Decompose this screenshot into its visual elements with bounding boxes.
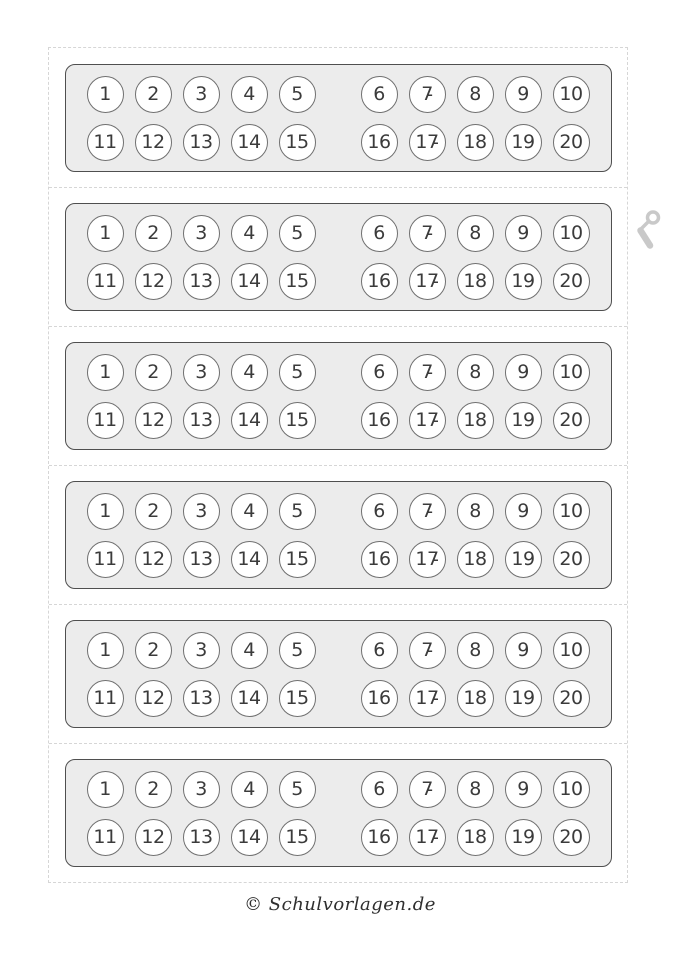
- number-circle: [231, 402, 268, 439]
- number-group: [87, 354, 316, 391]
- number-label: 7̵: [421, 82, 433, 105]
- number-label: 18: [463, 269, 487, 292]
- number-circle: [409, 402, 446, 439]
- number-circle: [135, 124, 172, 161]
- number-label: 10: [559, 360, 583, 383]
- number-group: [361, 819, 590, 856]
- number-circle: [457, 771, 494, 808]
- number-group: [87, 402, 316, 439]
- number-strip: [65, 64, 612, 172]
- number-circle: [457, 354, 494, 391]
- number-group: [87, 680, 316, 717]
- number-label: 10: [559, 777, 583, 800]
- number-label: 11: [93, 408, 117, 431]
- number-label: 14: [237, 130, 261, 153]
- number-label: 17̵: [415, 408, 439, 431]
- number-circle: [553, 541, 590, 578]
- number-circle: [231, 354, 268, 391]
- number-label: 16: [367, 269, 391, 292]
- number-circle: [553, 632, 590, 669]
- number-label: 20: [559, 130, 583, 153]
- number-row: [87, 632, 590, 669]
- number-circle: [87, 215, 124, 252]
- number-circle: [87, 632, 124, 669]
- number-label: 7̵: [421, 777, 433, 800]
- number-label: 20: [559, 686, 583, 709]
- number-circle: [553, 263, 590, 300]
- number-label: 3: [195, 82, 207, 105]
- number-group: [361, 215, 590, 252]
- number-group: [87, 124, 316, 161]
- number-label: 2: [147, 499, 159, 522]
- number-circle: [505, 771, 542, 808]
- number-circle: [279, 493, 316, 530]
- number-group: [87, 819, 316, 856]
- number-group: [87, 493, 316, 530]
- number-label: 19: [511, 130, 535, 153]
- number-circle: [457, 819, 494, 856]
- number-label: 13: [189, 686, 213, 709]
- number-label: 11: [93, 547, 117, 570]
- number-circle: [231, 263, 268, 300]
- number-label: 16: [367, 547, 391, 570]
- scissors-icon: [634, 204, 664, 252]
- number-label: 8: [469, 499, 481, 522]
- number-label: 18: [463, 686, 487, 709]
- number-label: 6: [373, 82, 385, 105]
- number-label: 18: [463, 825, 487, 848]
- number-label: 5: [291, 638, 303, 661]
- number-circle: [279, 771, 316, 808]
- number-row: [87, 402, 590, 439]
- number-label: 4: [243, 82, 255, 105]
- number-circle: [135, 632, 172, 669]
- number-group: [361, 263, 590, 300]
- number-label: 18: [463, 408, 487, 431]
- number-circle: [361, 771, 398, 808]
- number-label: 13: [189, 547, 213, 570]
- number-circle: [409, 124, 446, 161]
- number-group: [361, 76, 590, 113]
- number-group: [361, 493, 590, 530]
- number-circle: [457, 541, 494, 578]
- number-circle: [87, 76, 124, 113]
- number-circle: [183, 632, 220, 669]
- number-label: 4: [243, 221, 255, 244]
- number-circle: [409, 632, 446, 669]
- number-circle: [279, 215, 316, 252]
- number-label: 16: [367, 408, 391, 431]
- number-circle: [553, 819, 590, 856]
- number-circle: [361, 402, 398, 439]
- number-label: 15: [285, 686, 309, 709]
- number-row: [87, 819, 590, 856]
- number-label: 5: [291, 82, 303, 105]
- number-label: 2: [147, 638, 159, 661]
- number-circle: [505, 124, 542, 161]
- cut-line: [49, 743, 627, 744]
- number-label: 18: [463, 547, 487, 570]
- number-label: 11: [93, 269, 117, 292]
- number-circle: [457, 215, 494, 252]
- number-circle: [87, 354, 124, 391]
- number-circle: [279, 354, 316, 391]
- number-circle: [505, 819, 542, 856]
- number-label: 14: [237, 269, 261, 292]
- number-circle: [361, 263, 398, 300]
- number-circle: [553, 493, 590, 530]
- number-label: 6: [373, 360, 385, 383]
- number-circle: [409, 215, 446, 252]
- number-circle: [409, 263, 446, 300]
- number-label: 6: [373, 499, 385, 522]
- number-circle: [409, 819, 446, 856]
- number-row: [87, 124, 590, 161]
- cut-sheet: [48, 47, 628, 883]
- number-group: [361, 354, 590, 391]
- number-circle: [279, 76, 316, 113]
- number-label: 8: [469, 360, 481, 383]
- number-label: 8: [469, 638, 481, 661]
- number-label: 16: [367, 686, 391, 709]
- cut-line: [49, 187, 627, 188]
- number-group: [87, 263, 316, 300]
- number-circle: [183, 493, 220, 530]
- number-circle: [505, 354, 542, 391]
- number-circle: [505, 541, 542, 578]
- number-row: [87, 263, 590, 300]
- number-label: 4: [243, 499, 255, 522]
- number-circle: [505, 76, 542, 113]
- number-label: 12: [141, 686, 165, 709]
- number-label: 2: [147, 360, 159, 383]
- number-circle: [87, 124, 124, 161]
- number-label: 13: [189, 825, 213, 848]
- number-label: 5: [291, 499, 303, 522]
- number-circle: [505, 493, 542, 530]
- number-circle: [135, 819, 172, 856]
- number-label: 9: [517, 360, 529, 383]
- number-circle: [183, 215, 220, 252]
- number-circle: [409, 541, 446, 578]
- number-circle: [135, 493, 172, 530]
- number-label: 12: [141, 269, 165, 292]
- number-strip: [65, 759, 612, 867]
- number-circle: [457, 680, 494, 717]
- number-circle: [457, 76, 494, 113]
- number-group: [87, 771, 316, 808]
- number-circle: [361, 215, 398, 252]
- number-circle: [361, 76, 398, 113]
- number-circle: [361, 819, 398, 856]
- cut-line: [49, 604, 627, 605]
- number-label: 6: [373, 221, 385, 244]
- number-group: [361, 124, 590, 161]
- number-circle: [87, 263, 124, 300]
- number-circle: [361, 124, 398, 161]
- number-row: [87, 76, 590, 113]
- number-circle: [183, 354, 220, 391]
- number-label: 10: [559, 499, 583, 522]
- number-label: 6: [373, 777, 385, 800]
- number-circle: [135, 771, 172, 808]
- number-circle: [553, 215, 590, 252]
- number-circle: [135, 402, 172, 439]
- number-label: 14: [237, 825, 261, 848]
- number-circle: [457, 632, 494, 669]
- number-group: [87, 215, 316, 252]
- number-group: [361, 680, 590, 717]
- number-label: 2: [147, 777, 159, 800]
- number-circle: [231, 541, 268, 578]
- number-group: [87, 76, 316, 113]
- number-circle: [135, 263, 172, 300]
- number-label: 20: [559, 408, 583, 431]
- number-group: [361, 632, 590, 669]
- number-circle: [135, 76, 172, 113]
- number-strip: [65, 481, 612, 589]
- number-row: [87, 493, 590, 530]
- number-circle: [457, 402, 494, 439]
- number-row: [87, 771, 590, 808]
- number-label: 12: [141, 130, 165, 153]
- number-label: 3: [195, 777, 207, 800]
- number-label: 1: [99, 499, 111, 522]
- number-group: [361, 771, 590, 808]
- number-label: 15: [285, 269, 309, 292]
- number-label: 20: [559, 825, 583, 848]
- number-label: 16: [367, 825, 391, 848]
- number-label: 17̵: [415, 130, 439, 153]
- number-label: 12: [141, 408, 165, 431]
- number-circle: [457, 124, 494, 161]
- number-circle: [553, 124, 590, 161]
- number-label: 19: [511, 825, 535, 848]
- number-circle: [87, 402, 124, 439]
- number-circle: [409, 76, 446, 113]
- number-label: 17̵: [415, 825, 439, 848]
- number-label: 19: [511, 408, 535, 431]
- number-label: 12: [141, 547, 165, 570]
- number-circle: [553, 680, 590, 717]
- number-label: 14: [237, 686, 261, 709]
- number-circle: [279, 819, 316, 856]
- number-circle: [279, 263, 316, 300]
- number-circle: [361, 541, 398, 578]
- number-label: 11: [93, 686, 117, 709]
- number-circle: [361, 493, 398, 530]
- number-circle: [553, 354, 590, 391]
- number-circle: [183, 771, 220, 808]
- number-label: 10: [559, 221, 583, 244]
- number-group: [87, 541, 316, 578]
- number-circle: [87, 680, 124, 717]
- number-label: 9: [517, 777, 529, 800]
- number-label: 9: [517, 638, 529, 661]
- number-label: 2: [147, 221, 159, 244]
- number-group: [87, 632, 316, 669]
- number-label: 11: [93, 130, 117, 153]
- number-circle: [361, 632, 398, 669]
- number-row: [87, 541, 590, 578]
- number-row: [87, 215, 590, 252]
- number-label: 14: [237, 408, 261, 431]
- number-label: 17̵: [415, 547, 439, 570]
- number-circle: [505, 215, 542, 252]
- number-circle: [505, 263, 542, 300]
- number-label: 5: [291, 221, 303, 244]
- number-label: 4: [243, 638, 255, 661]
- number-strip: [65, 620, 612, 728]
- number-label: 19: [511, 269, 535, 292]
- number-label: 19: [511, 547, 535, 570]
- number-label: 9: [517, 82, 529, 105]
- number-label: 5: [291, 777, 303, 800]
- number-circle: [279, 124, 316, 161]
- number-circle: [183, 76, 220, 113]
- number-strip: [65, 203, 612, 311]
- number-label: 13: [189, 408, 213, 431]
- number-label: 10: [559, 82, 583, 105]
- number-group: [361, 402, 590, 439]
- number-circle: [279, 402, 316, 439]
- number-strip: [65, 342, 612, 450]
- number-row: [87, 680, 590, 717]
- number-circle: [361, 354, 398, 391]
- number-circle: [409, 493, 446, 530]
- number-circle: [183, 541, 220, 578]
- cut-line: [49, 326, 627, 327]
- number-circle: [87, 771, 124, 808]
- footer-copyright: © Schulvorlagen.de: [244, 894, 436, 915]
- number-circle: [231, 124, 268, 161]
- number-circle: [135, 215, 172, 252]
- number-circle: [231, 76, 268, 113]
- number-label: 19: [511, 686, 535, 709]
- number-label: 11: [93, 825, 117, 848]
- number-circle: [183, 680, 220, 717]
- number-label: 14: [237, 547, 261, 570]
- number-label: 1: [99, 638, 111, 661]
- number-circle: [87, 493, 124, 530]
- number-label: 7̵: [421, 360, 433, 383]
- number-label: 15: [285, 547, 309, 570]
- number-circle: [183, 263, 220, 300]
- number-label: 1: [99, 360, 111, 383]
- number-label: 8: [469, 82, 481, 105]
- number-label: 7̵: [421, 499, 433, 522]
- number-circle: [183, 402, 220, 439]
- number-label: 9: [517, 221, 529, 244]
- number-circle: [505, 402, 542, 439]
- number-circle: [505, 632, 542, 669]
- number-label: 1: [99, 82, 111, 105]
- number-label: 4: [243, 777, 255, 800]
- number-label: 9: [517, 499, 529, 522]
- number-circle: [231, 680, 268, 717]
- number-label: 17̵: [415, 269, 439, 292]
- number-label: 10: [559, 638, 583, 661]
- number-row: [87, 354, 590, 391]
- number-label: 12: [141, 825, 165, 848]
- number-label: 15: [285, 130, 309, 153]
- number-label: 8: [469, 777, 481, 800]
- number-circle: [87, 819, 124, 856]
- number-circle: [553, 76, 590, 113]
- number-label: 16: [367, 130, 391, 153]
- number-label: 7̵: [421, 221, 433, 244]
- number-circle: [231, 819, 268, 856]
- number-circle: [457, 493, 494, 530]
- number-label: 6: [373, 638, 385, 661]
- number-circle: [361, 680, 398, 717]
- number-circle: [135, 680, 172, 717]
- number-label: 13: [189, 269, 213, 292]
- number-label: 3: [195, 638, 207, 661]
- number-label: 8: [469, 221, 481, 244]
- number-circle: [505, 680, 542, 717]
- number-circle: [409, 680, 446, 717]
- number-label: 3: [195, 360, 207, 383]
- number-label: 1: [99, 777, 111, 800]
- number-label: 20: [559, 547, 583, 570]
- number-label: 15: [285, 408, 309, 431]
- number-circle: [87, 541, 124, 578]
- number-circle: [183, 124, 220, 161]
- number-circle: [279, 680, 316, 717]
- number-circle: [457, 263, 494, 300]
- number-label: 13: [189, 130, 213, 153]
- number-circle: [279, 541, 316, 578]
- number-label: 3: [195, 221, 207, 244]
- number-label: 7̵: [421, 638, 433, 661]
- number-circle: [231, 215, 268, 252]
- number-circle: [553, 771, 590, 808]
- number-circle: [231, 632, 268, 669]
- number-label: 15: [285, 825, 309, 848]
- number-circle: [183, 819, 220, 856]
- number-label: 1: [99, 221, 111, 244]
- number-circle: [279, 632, 316, 669]
- number-circle: [135, 541, 172, 578]
- number-label: 18: [463, 130, 487, 153]
- number-label: 20: [559, 269, 583, 292]
- number-label: 3: [195, 499, 207, 522]
- number-circle: [135, 354, 172, 391]
- cut-line: [49, 465, 627, 466]
- number-label: 17̵: [415, 686, 439, 709]
- number-label: 2: [147, 82, 159, 105]
- number-label: 4: [243, 360, 255, 383]
- number-circle: [553, 402, 590, 439]
- number-circle: [409, 771, 446, 808]
- number-circle: [409, 354, 446, 391]
- number-label: 5: [291, 360, 303, 383]
- number-circle: [231, 493, 268, 530]
- number-circle: [231, 771, 268, 808]
- number-group: [361, 541, 590, 578]
